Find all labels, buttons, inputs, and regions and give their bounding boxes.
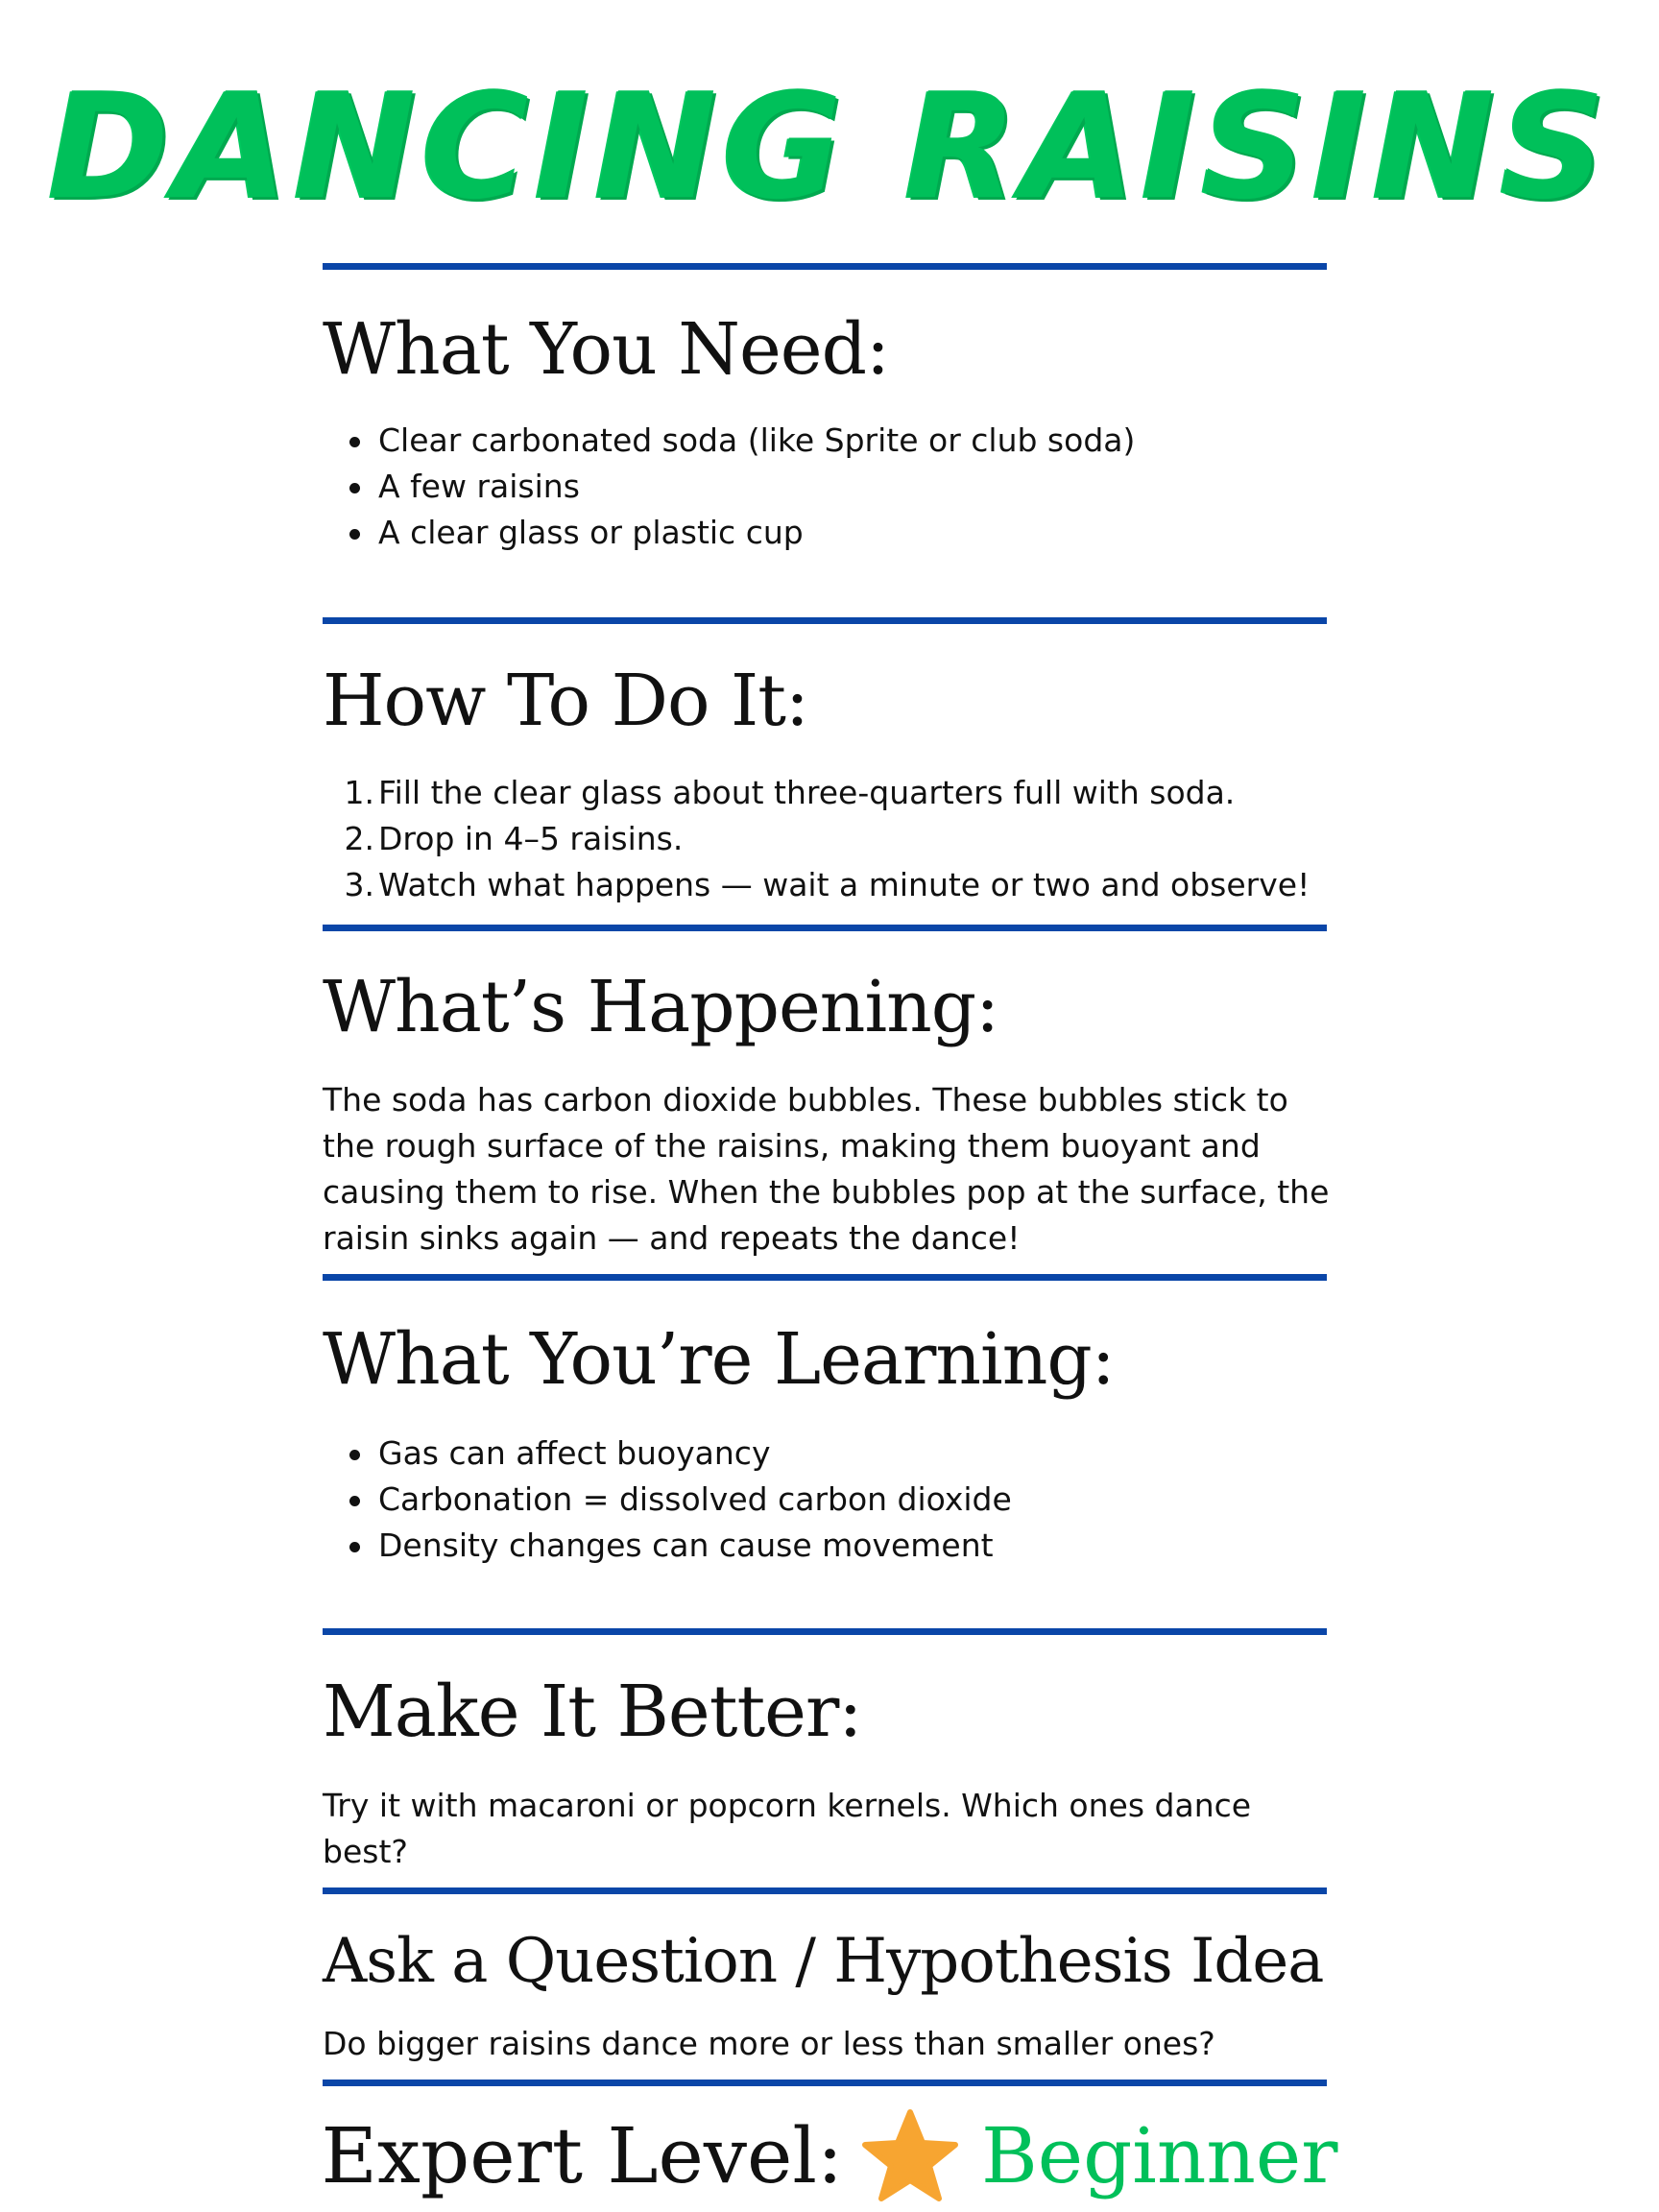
heading-what-youre-learning: What You’re Learning: (323, 1318, 1115, 1401)
page-title: DANCING RAISINS (48, 61, 1611, 231)
expert-level-value: Beginner (980, 2111, 1338, 2200)
list-item: A clear glass or plastic cup (378, 510, 1135, 556)
learning-list (378, 1431, 1012, 1569)
heading-what-you-need: What You Need: (323, 308, 889, 391)
list-item: 1. Fill the clear glass about three-quarters full with soda. (378, 770, 1310, 816)
list-item: A few raisins (378, 464, 1135, 510)
bullet-icon (349, 1542, 360, 1552)
happening-text: The soda has carbon dioxide bubbles. These bubbles stick to the rough surface of the raisins, making them buoyant and causing them to rise. When the bubbles pop at the surface, the raisin sinks again — and repeats the dance! (323, 1081, 1330, 1257)
heading-make-it-better: Make It Better: (323, 1671, 862, 1753)
list-item: 2. Drop in 4–5 raisins. (378, 816, 1310, 862)
divider (323, 263, 1327, 270)
better-text: Try it with macaroni or popcorn kernels. Which ones dance best? (323, 1787, 1252, 1870)
star-icon (862, 2108, 958, 2204)
bullet-icon (349, 437, 360, 447)
list-item: Carbonation = dissolved carbon dioxide (378, 1477, 1012, 1523)
divider (323, 2080, 1327, 2086)
divider (323, 925, 1327, 931)
bullet-icon (349, 1450, 360, 1460)
expert-level-label: Expert Level: (321, 2111, 843, 2200)
list-item: 3. Watch what happens — wait a minute or two and observe! (378, 862, 1310, 908)
list-item: Density changes can cause movement (378, 1523, 1012, 1569)
heading-how-to-do-it: How To Do It: (323, 660, 808, 742)
bullet-icon (349, 483, 360, 493)
divider (323, 617, 1327, 624)
step-number: 1. (344, 774, 374, 811)
bullet-icon (349, 529, 360, 540)
question-text: Do bigger raisins dance more or less than smaller ones? (323, 2025, 1215, 2062)
step-number: 3. (344, 866, 374, 903)
expert-level (0, 2103, 1659, 2204)
divider (323, 1274, 1327, 1281)
heading-ask-a-question: Ask a Question / Hypothesis Idea (323, 1926, 1324, 1997)
steps-list (344, 770, 1310, 908)
divider (323, 1628, 1327, 1635)
need-list (378, 418, 1135, 556)
bullet-icon (349, 1496, 360, 1506)
list-item: Gas can affect buoyancy (378, 1431, 1012, 1477)
divider (323, 1887, 1327, 1894)
heading-whats-happening: What’s Happening: (323, 966, 999, 1048)
list-item: Clear carbonated soda (like Sprite or club soda) (378, 418, 1135, 464)
step-number: 2. (344, 820, 374, 857)
